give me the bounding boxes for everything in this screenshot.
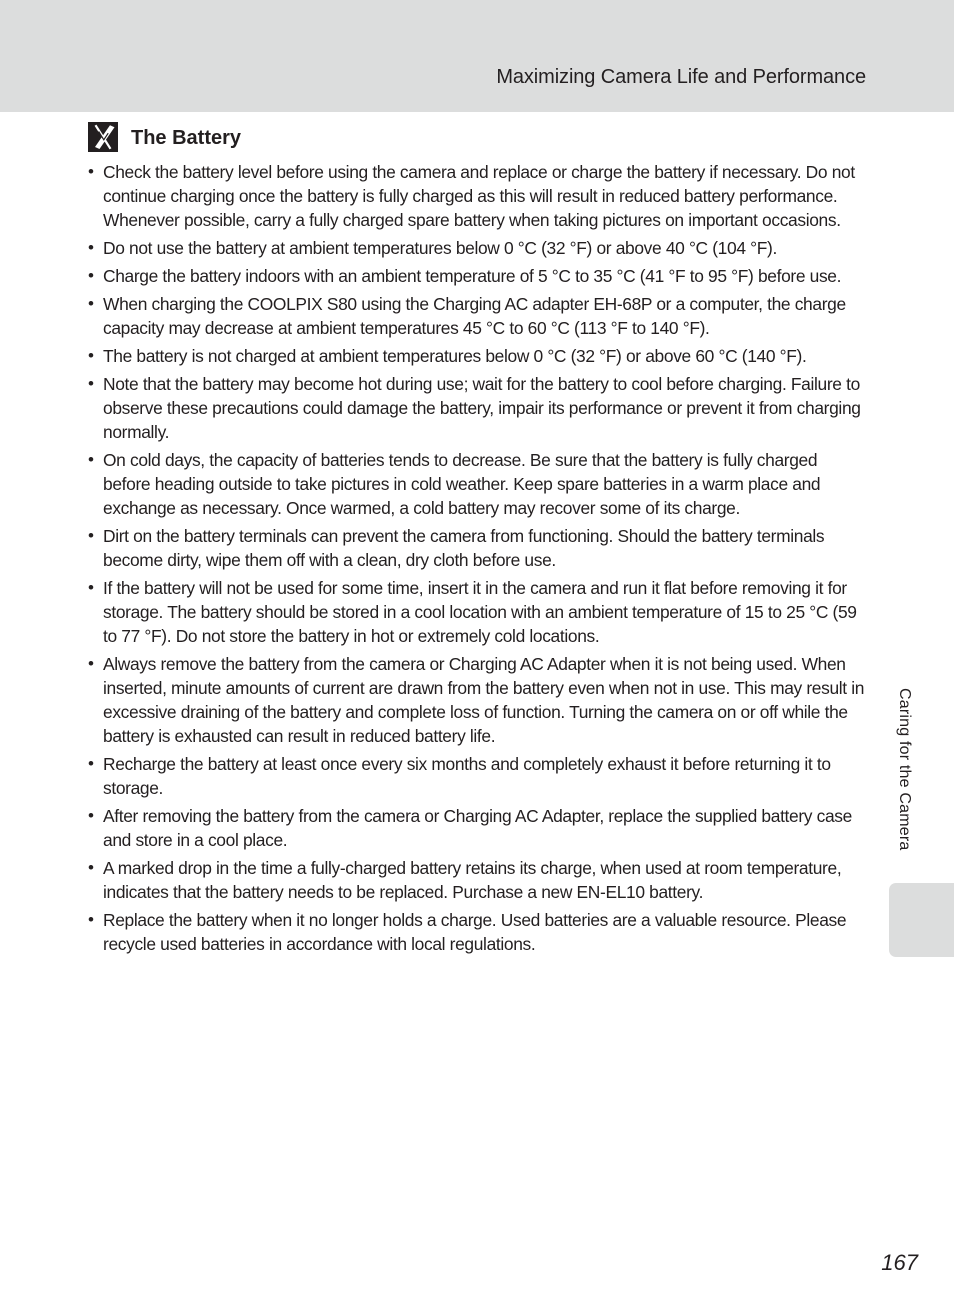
bullet-dot: •	[88, 910, 94, 929]
list-item	[88, 856, 868, 904]
section-title: The Battery	[131, 126, 242, 149]
bullet-dot: •	[88, 450, 94, 469]
list-item	[88, 236, 868, 260]
list-item-text: On cold days, the capacity of batteries tends to decrease. Be sure that the battery is fully charged before heading outside to take pictures in cold weather. Keep spare batteries in a warm place and exchange as necessary. Once warmed, a cold battery may recover some of its charge.	[103, 450, 821, 518]
list-item	[88, 908, 868, 956]
list-item	[88, 160, 868, 232]
list-item	[88, 804, 868, 852]
list-item	[88, 576, 868, 648]
list-item	[88, 264, 868, 288]
chapter-tab	[889, 883, 954, 957]
list-item-text: A marked drop in the time a fully-charged battery retains its charge, when used at room temperature, indicates that the battery needs to be replaced. Purchase a new EN-EL10 battery.	[103, 858, 842, 902]
bullet-dot: •	[88, 238, 94, 257]
list-item-text: Do not use the battery at ambient temperatures below 0 °C (32 °F) or above 40 °C (104 °F).	[103, 238, 777, 258]
list-item-text: If the battery will not be used for some time, insert it in the camera and run it flat before removing it for storage. The battery should be stored in a cool location with an ambient temperature of 15 to 25 °C (59 to 77 °F). Do not store the battery in hot or extremely cold locations.	[103, 578, 857, 646]
list-item	[88, 752, 868, 800]
list-item-text: Replace the battery when it no longer holds a charge. Used batteries are a valuable resource. Please recycle used batteries in accordance with local regulations.	[103, 910, 847, 954]
list-item-text: Check the battery level before using the camera and replace or charge the battery if necessary. Do not continue charging once the battery is fully charged as this will result in reduced battery performance. Whenever possible, carry a fully charged spare battery when taking pictures on important occasions.	[103, 162, 855, 230]
list-item-text: When charging the COOLPIX S80 using the Charging AC adapter EH-68P or a computer, the charge capacity may decrease at ambient temperatures 45 °C to 60 °C (113 °F to 140 °F).	[103, 294, 846, 338]
list-item	[88, 524, 868, 572]
list-item-text: Recharge the battery at least once every six months and completely exhaust it before returning it to storage.	[103, 754, 831, 798]
list-item	[88, 292, 868, 340]
header-band	[0, 0, 954, 112]
page-number: 167	[881, 1250, 918, 1275]
list-item	[88, 652, 868, 748]
bullet-dot: •	[88, 266, 94, 285]
list-item-text: After removing the battery from the camera or Charging AC Adapter, replace the supplied battery case and store in a cool place.	[103, 806, 852, 850]
bullet-dot: •	[88, 526, 94, 545]
list-item-text: Note that the battery may become hot during use; wait for the battery to cool before charging. Failure to observe these precautions could damage the battery, impair its performance or prevent it from charging normally.	[103, 374, 861, 442]
bullet-dot: •	[88, 578, 94, 597]
bullet-dot: •	[88, 858, 94, 877]
list-item	[88, 448, 868, 520]
list-item-text: Always remove the battery from the camera or Charging AC Adapter when it is not being used. When inserted, minute amounts of current are drawn from the battery even when not in use. This may result in excessive draining of the battery and complete loss of function. Turning the camera on or off while the battery is exhausted can result in reduced battery life.	[103, 654, 865, 746]
bullet-dot: •	[88, 754, 94, 773]
bullet-list	[88, 160, 868, 960]
list-item-text: Charge the battery indoors with an ambient temperature of 5 °C to 35 °C (41 °F to 95 °F) before use.	[103, 266, 842, 286]
bullet-dot: •	[88, 374, 94, 393]
check-icon	[88, 122, 118, 152]
bullet-dot: •	[88, 806, 94, 825]
running-header-title: Maximizing Camera Life and Performance	[496, 66, 866, 88]
list-item-text: Dirt on the battery terminals can prevent the camera from functioning. Should the battery terminals become dirty, wipe them off with a clean, dry cloth before use.	[103, 526, 825, 570]
bullet-dot: •	[88, 654, 94, 673]
list-item-text: The battery is not charged at ambient temperatures below 0 °C (32 °F) or above 60 °C (140 °F).	[103, 346, 807, 366]
section-heading	[88, 120, 241, 154]
bullet-dot: •	[88, 346, 94, 365]
list-item	[88, 344, 868, 368]
bullet-dot: •	[88, 294, 94, 313]
chapter-side-label: Caring for the Camera	[896, 688, 913, 851]
list-item	[88, 372, 868, 444]
bullet-dot: •	[88, 162, 94, 181]
